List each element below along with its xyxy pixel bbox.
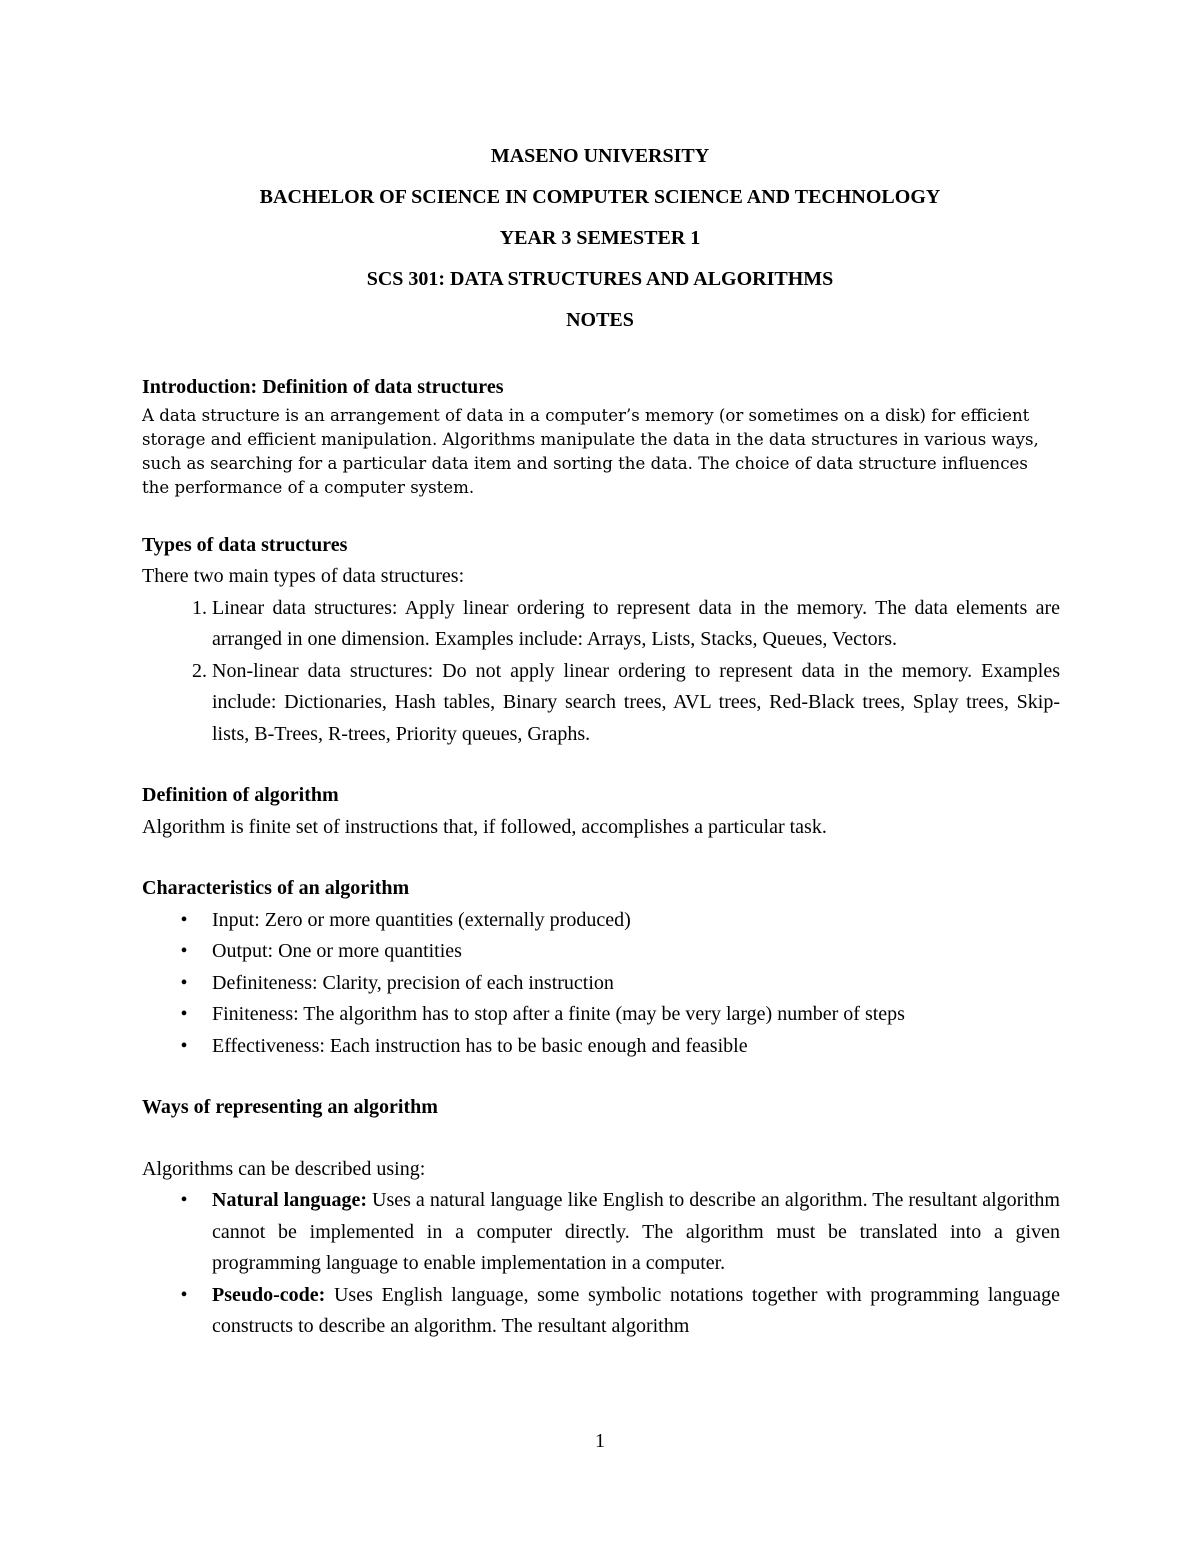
bullet-icon: • xyxy=(180,1003,188,1025)
algorithm-definition-heading: Definition of algorithm xyxy=(142,784,339,806)
degree-title: BACHELOR OF SCIENCE IN COMPUTER SCIENCE AND TECHNOLOGY xyxy=(259,186,941,208)
intro-heading: Introduction: Definition of data structures xyxy=(142,376,504,398)
list-item: 2. Non-linear data structures: Do not apply linear ordering to represent data in the memory. Examples include: Dictionaries, Hash tables, Binary search trees, AVL trees, Red-Black trees, Splay trees, Skip-lists, B-Trees, R-trees, Priority queues, Graphs. xyxy=(212,656,1060,751)
representation-heading: Ways of representing an algorithm xyxy=(142,1096,438,1118)
term-label: Natural language: xyxy=(212,1189,368,1211)
list-item: • Effectiveness: Each instruction has to be basic enough and feasible xyxy=(212,1031,1060,1063)
types-list xyxy=(142,593,1060,751)
characteristics-heading: Characteristics of an algorithm xyxy=(142,877,410,899)
types-lead: There two main types of data structures: xyxy=(142,565,465,587)
algorithm-definition-text: Algorithm is finite set of instructions that, if followed, accomplishes a particular task. xyxy=(142,815,827,838)
representation-lead: Algorithms can be described using: xyxy=(142,1157,426,1180)
document-type: NOTES xyxy=(566,309,634,331)
term-label: Pseudo-code: xyxy=(212,1283,326,1306)
intro-paragraph: A data structure is an arrangement of data in a computer’s memory (or sometimes on a disk) for efficient storage and efficient manipulation. Algorithms manipulate the data in the data structures in various ways, such as searching for a particular data item and sorting the data. The choice of data structure influences the performance of a computer system. xyxy=(142,405,1039,497)
page-number: 1 xyxy=(595,1430,605,1452)
university-name: MASENO UNIVERSITY xyxy=(490,145,710,167)
list-item: 1. Linear data structures: Apply linear ordering to represent data in the memory. The data elements are arranged in one dimension. Examples include: Arrays, Lists, Stacks, Queues, Vectors. xyxy=(212,593,1060,656)
characteristics-list xyxy=(142,905,1060,1063)
bullet-icon: • xyxy=(180,940,188,962)
list-item: • Output: One or more quantities xyxy=(212,936,1060,968)
bullet-icon: • xyxy=(180,1283,188,1306)
list-item: • Pseudo-code: Uses English language, some symbolic notations together with programming language constructs to describe an algorithm. The resultant algorithm xyxy=(212,1280,1060,1343)
list-item: • Finiteness: The algorithm has to stop after a finite (may be very large) number of steps xyxy=(212,999,1060,1031)
list-item: • Definiteness: Clarity, precision of each instruction xyxy=(212,968,1060,1000)
document-header xyxy=(0,140,1200,345)
year-semester: YEAR 3 SEMESTER 1 xyxy=(499,227,701,249)
representation-list xyxy=(142,1185,1060,1343)
types-heading: Types of data structures xyxy=(142,533,348,556)
bullet-icon: • xyxy=(180,908,188,931)
course-title: SCS 301: DATA STRUCTURES AND ALGORITHMS xyxy=(366,268,834,290)
bullet-icon: • xyxy=(180,1189,188,1211)
bullet-icon: • xyxy=(180,971,188,994)
document-body xyxy=(142,372,1060,1343)
list-item: • Input: Zero or more quantities (externally produced) xyxy=(212,905,1060,937)
list-item: • Natural language: Uses a natural language like English to describe an algorithm. The resultant algorithm cannot be implemented in a computer directly. The algorithm must be translated into a given programming language to enable implementation in a computer. xyxy=(212,1185,1060,1280)
bullet-icon: • xyxy=(180,1034,188,1057)
